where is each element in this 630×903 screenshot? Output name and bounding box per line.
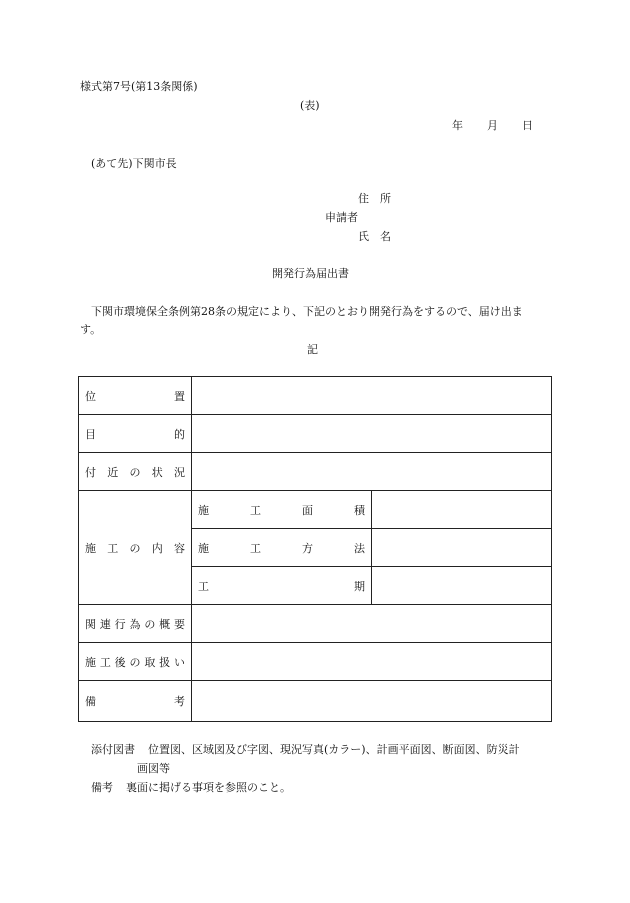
side-label: (表)	[300, 99, 320, 112]
row-remarks	[79, 681, 552, 722]
body-text-line2: す。	[80, 323, 102, 336]
attachments-line2: 画図等	[137, 762, 170, 775]
field-remarks[interactable]	[192, 681, 552, 722]
field-after[interactable]	[192, 643, 552, 681]
label-after: 施工後の取扱い	[79, 643, 192, 681]
row-surroundings	[79, 453, 552, 491]
label-remarks: 備 考	[79, 681, 192, 722]
label-surroundings: 付近の状況	[79, 453, 192, 491]
row-location	[79, 377, 552, 415]
field-related[interactable]	[192, 605, 552, 643]
field-construction-period[interactable]	[372, 567, 552, 605]
label-purpose: 目 的	[79, 415, 192, 453]
field-construction-area[interactable]	[372, 491, 552, 529]
label-construction-area: 施工面積	[192, 491, 372, 529]
applicant-role-label: 申請者	[325, 211, 358, 224]
date-day: 日	[522, 119, 533, 132]
date-year: 年	[452, 119, 463, 132]
field-purpose[interactable]	[192, 415, 552, 453]
row-related	[79, 605, 552, 643]
applicant-address-label: 住 所	[358, 192, 391, 205]
body-text-line1: 下関市環境保全条例第28条の規定により、下記のとおり開発行為をするので、届け出ま	[91, 305, 523, 318]
field-construction-method[interactable]	[372, 529, 552, 567]
label-construction: 施工の内容	[79, 491, 192, 605]
ki-label: 記	[307, 343, 318, 356]
date-month: 月	[487, 119, 498, 132]
label-related: 関連行為の概要	[79, 605, 192, 643]
applicant-name-label: 氏 名	[358, 230, 391, 243]
field-location[interactable]	[192, 377, 552, 415]
attachments-label: 添付図書	[91, 743, 135, 756]
field-surroundings[interactable]	[192, 453, 552, 491]
row-purpose	[79, 415, 552, 453]
notes-text: 裏面に掲げる事項を参照のこと。	[126, 781, 291, 794]
document-title: 開発行為届出書	[272, 267, 349, 280]
attachments-line1: 位置図、区域図及び字図、現況写真(カラー)、計画平面図、断面図、防災計	[148, 743, 520, 756]
form-number: 様式第7号(第13条関係)	[80, 80, 198, 93]
notes-label: 備考	[91, 781, 113, 794]
label-location: 位 置	[79, 377, 192, 415]
addressee: (あて先)下関市長	[91, 157, 177, 170]
label-construction-method: 施工方法	[192, 529, 372, 567]
label-construction-period: 工 期	[192, 567, 372, 605]
row-construction-area	[79, 491, 552, 529]
application-table	[78, 376, 552, 722]
row-after	[79, 643, 552, 681]
